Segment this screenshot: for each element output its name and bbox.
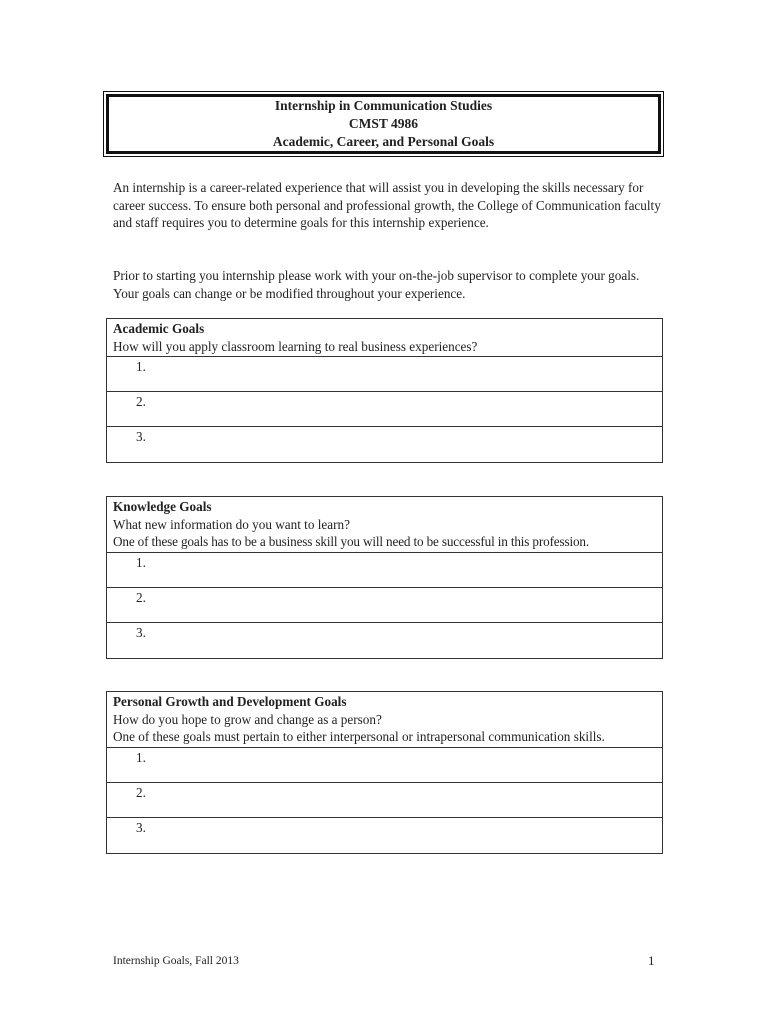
goal-entry-field[interactable]: [107, 623, 662, 658]
item-number: 2.: [136, 394, 146, 410]
goal-entry-field[interactable]: [107, 553, 662, 588]
section-prompt: How will you apply classroom learning to real business experiences?: [113, 338, 478, 354]
title-box: [106, 94, 661, 154]
goal-entry-field[interactable]: [107, 783, 662, 818]
item-number: 1.: [136, 359, 146, 375]
footer-text: Internship Goals, Fall 2013: [113, 955, 239, 967]
course-department: Internship in Communication Studies: [274, 98, 493, 113]
item-number: 2.: [136, 784, 146, 800]
goal-entry-field[interactable]: [107, 818, 662, 853]
goal-entry-field[interactable]: [107, 748, 662, 783]
section-title: Knowledge Goals: [113, 499, 212, 514]
goal-entry-field[interactable]: [107, 588, 662, 623]
goal-entry-field[interactable]: [107, 357, 662, 392]
course-number: CMST 4986: [348, 116, 419, 131]
section-prompt: How do you hope to grow and change as a person?: [113, 711, 382, 727]
knowledge-goals-table: [106, 496, 663, 659]
intro-paragraph: An internship is a career-related experience that will assist you in developing the skills necessary for career success. To ensure both personal and professional growth, the College of Communication faculty and staff requires you to determine goals for this internship experience.: [113, 180, 661, 231]
section-title: Academic Goals: [113, 321, 205, 336]
section-prompt: One of these goals has to be a business skill you will need to be successful in this profession.: [113, 534, 590, 550]
page-number: 1: [648, 953, 655, 968]
item-number: 3.: [136, 624, 146, 640]
section-header: [107, 692, 662, 748]
goal-entry-field[interactable]: [107, 392, 662, 427]
item-number: 1.: [136, 554, 146, 570]
section-title: Personal Growth and Development Goals: [113, 694, 347, 709]
item-number: 3.: [136, 429, 146, 445]
section-prompt: What new information do you want to learn?: [113, 516, 350, 532]
academic-goals-table: [106, 318, 663, 463]
document-title: Academic, Career, and Personal Goals: [272, 134, 495, 149]
instructions-paragraph: Prior to starting you internship please work with your on-the-job supervisor to complete your goals. Your goals can change or be modified throughout your experience.: [113, 268, 640, 301]
goal-entry-field[interactable]: [107, 427, 662, 462]
personal-growth-goals-table: [106, 691, 663, 854]
item-number: 3.: [136, 819, 146, 835]
section-header: [107, 497, 662, 553]
item-number: 1.: [136, 749, 146, 765]
item-number: 2.: [136, 589, 146, 605]
section-prompt: One of these goals must pertain to either interpersonal or intrapersonal communication skills.: [113, 729, 605, 745]
section-header: [107, 319, 662, 357]
